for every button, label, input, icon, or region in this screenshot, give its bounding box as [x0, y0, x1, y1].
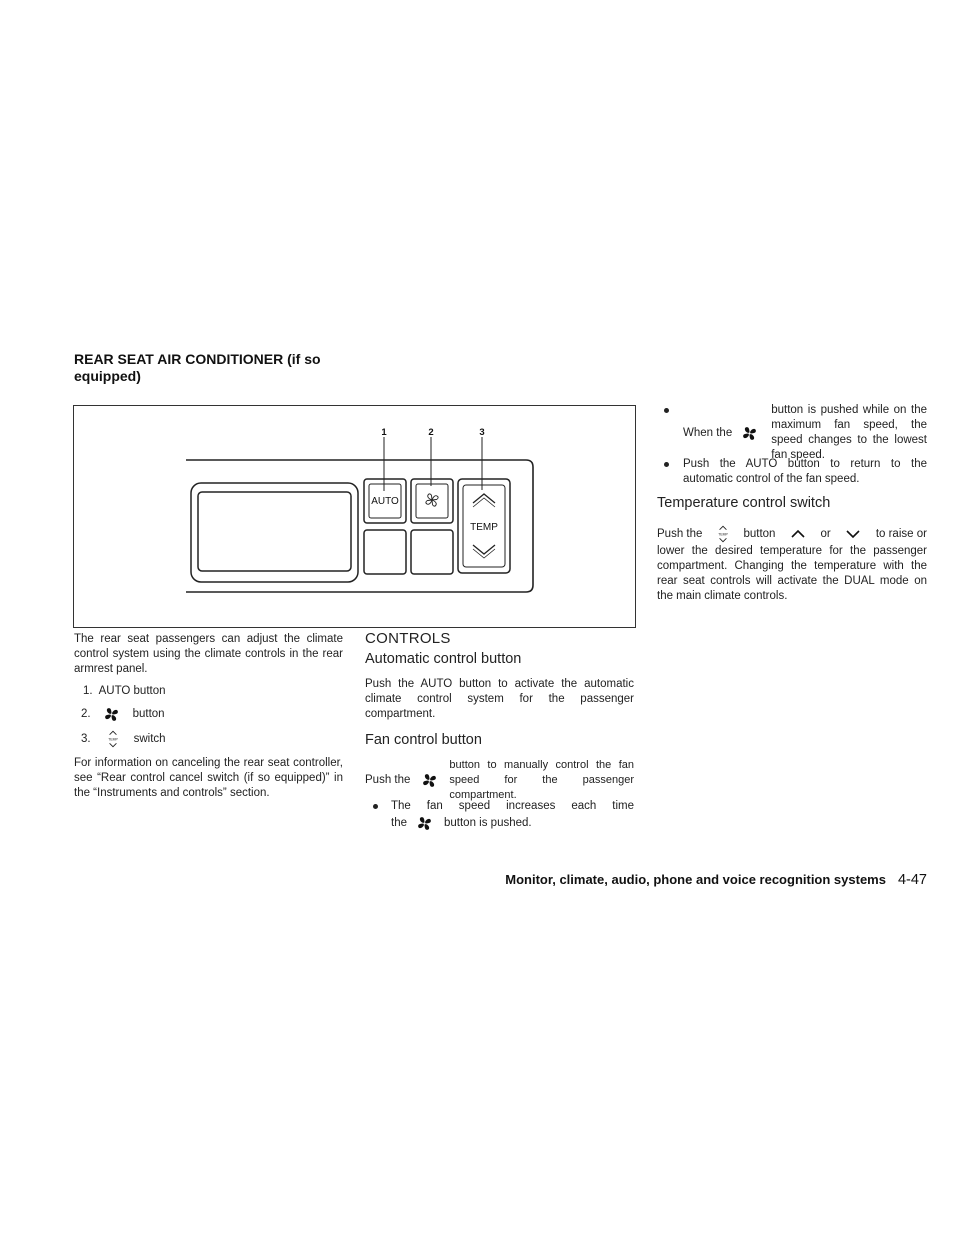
temp-rest: lower the desired temperature for the passenger compartment. Changing the temperature with the rear seat controls will activate the DUAL mode on the main climate controls.: [657, 545, 927, 602]
auto-button-label: AUTO: [371, 496, 399, 507]
temp-button: button: [743, 527, 776, 540]
auto-return-bullet: [664, 457, 927, 487]
temp-switch-label: TEMP: [470, 522, 498, 533]
temp-switch-icon: [107, 729, 119, 749]
cancel-switch-note: For information on canceling the rear seat controller, see “Rear control cancel switch (if so equipped)” in the “Instruments and controls” section.: [74, 757, 343, 799]
temp-switch-icon: [717, 524, 729, 544]
down-arrow-icon: [845, 529, 861, 539]
list-label: button: [132, 708, 165, 720]
list-label: switch: [133, 732, 166, 745]
fan-icon: [422, 773, 437, 788]
controls-heading: CONTROLS: [365, 630, 451, 647]
page-footer: [440, 871, 927, 889]
fan-button-text: [365, 758, 634, 803]
fan-bullet-line1: The fan speed increases each time: [391, 800, 634, 812]
list-number: 3.: [81, 732, 91, 745]
bullet1-after: button is pushed while on the maximum fan speed, the speed changes to the lowest fan speed.: [771, 404, 927, 461]
up-arrow-icon: [790, 529, 806, 539]
bullet-dot: [664, 408, 669, 413]
fan-button-heading: Fan control button: [365, 732, 482, 748]
control-panel-figure: [73, 405, 636, 628]
fan-bullet-after: button is pushed.: [444, 817, 532, 829]
temp-push: Push the: [657, 527, 703, 540]
temp-or: or: [820, 527, 831, 540]
fan-bullet: [373, 799, 634, 831]
list-item-auto: [83, 684, 166, 699]
section-title: REAR SEAT AIR CONDITIONER (if so equipped): [74, 351, 321, 384]
list-item-fan: [81, 707, 165, 722]
bullet-dot: [664, 462, 669, 467]
fan-text-after: button to manually control the fan speed for the passenger compartment.: [449, 759, 634, 801]
fan-icon: [104, 707, 119, 722]
list-label: AUTO button: [98, 685, 166, 697]
list-number: 1.: [83, 685, 93, 697]
max-fan-bullet: [664, 403, 927, 463]
list-number: 2.: [81, 708, 91, 720]
bullet-dot: [373, 804, 378, 809]
bullet1-before: When the: [683, 426, 733, 439]
callout-3: 3: [479, 427, 485, 438]
temp-switch-heading: Temperature control switch: [657, 495, 831, 511]
callout-1: 1: [381, 427, 387, 438]
auto-button-text: Push the AUTO button to activate the automatic climate control system for the passenger compartment.: [365, 678, 634, 720]
fan-icon: [742, 426, 757, 441]
bullet2-text: Push the AUTO button to return to the automatic control of the fan speed.: [683, 458, 927, 485]
fan-bullet-the: the: [391, 817, 407, 829]
temp-switch-text: [657, 524, 927, 604]
temp-raise: to raise or: [875, 527, 927, 540]
auto-button-heading: Automatic control button: [365, 651, 522, 667]
fan-icon: [424, 492, 440, 508]
callout-2: 2: [428, 427, 434, 438]
fan-text-before: Push the: [365, 774, 411, 786]
footer-title: Monitor, climate, audio, phone and voice recognition systems: [505, 872, 886, 887]
list-item-temp: [81, 729, 166, 749]
intro-paragraph: The rear seat passengers can adjust the climate control system using the climate controls in the rear armrest panel.: [74, 633, 343, 675]
page-number: 4-47: [897, 872, 927, 888]
fan-icon: [417, 816, 432, 831]
rear-control-panel-illustration: [74, 406, 635, 627]
